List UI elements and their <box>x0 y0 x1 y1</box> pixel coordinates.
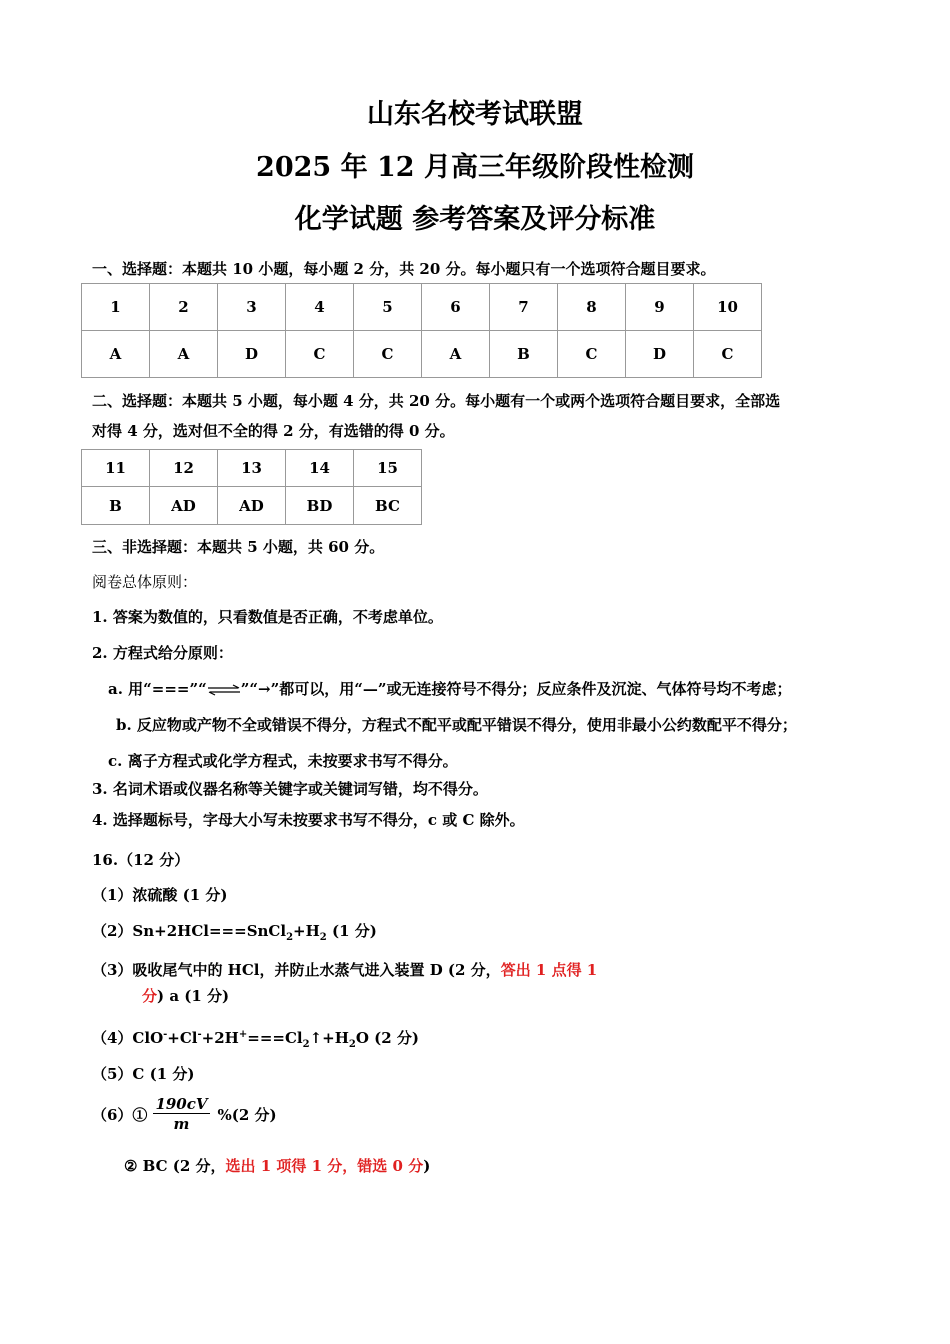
title-league: 山东名校考试联盟 <box>367 99 583 130</box>
q16-title: 16.（12 分） <box>92 851 190 869</box>
a6b-red-note: 选出 1 项得 1 分，错选 0 分 <box>225 1157 424 1175</box>
answer-cell: BD <box>286 487 354 525</box>
a3-text: （3）吸收尾气中的 HCl，并防止水蒸气进入装置 D (2 分， <box>92 961 501 979</box>
section1-heading: 一、选择题：本题共 10 小题，每小题 2 分，共 20 分。每小题只有一个选项符合题目要求。 <box>92 260 716 278</box>
a4-text: +Cl <box>167 1029 198 1047</box>
question-number: 3 <box>218 284 286 331</box>
answer-cell: BC <box>354 487 422 525</box>
section2-heading-line1: 二、选择题：本题共 5 小题，每小题 4 分，共 20 分。每小题有一个或两个选项符合题目要求，全部选 <box>92 392 781 410</box>
a4-sup: - <box>163 1029 168 1040</box>
a6b-text: ② BC (2 分， <box>124 1157 226 1175</box>
principles-title: 阅卷总体原则： <box>92 573 198 591</box>
section2-answer-table <box>81 449 422 525</box>
a6-label: （6）① <box>92 1106 148 1124</box>
rule-2: 2. 方程式给分原则： <box>92 644 233 662</box>
title-subject: 化学试题 参考答案及评分标准 <box>294 204 656 235</box>
question-number: 15 <box>354 450 422 487</box>
equilibrium-arrow-icon <box>207 684 241 696</box>
question-number: 14 <box>286 450 354 487</box>
rule-2a-post: ”“→”都可以，用“—”或无连接符号不得分；反应条件及沉淀、气体符号均不考虑； <box>240 680 792 698</box>
a4-sub: 2 <box>302 1039 310 1050</box>
question-number: 5 <box>354 284 422 331</box>
a2-text: +H <box>293 922 320 940</box>
question-number: 4 <box>286 284 354 331</box>
a2-text: (1 分) <box>326 922 377 940</box>
a4-text: +2H <box>201 1029 239 1047</box>
a3-red-note: 分 <box>142 987 158 1005</box>
rule-1: 1. 答案为数值的，只看数值是否正确，不考虑单位。 <box>92 608 443 626</box>
fraction-numerator: 190cV <box>155 1095 208 1113</box>
a3-red-note: 答出 1 点得 1 <box>500 961 598 979</box>
a2-sub: 2 <box>319 932 327 943</box>
rule-2b: b. 反应物或产物不全或错误不得分，方程式不配平或配平错误不得分，使用非最小公约数配平不得分； <box>116 716 797 734</box>
a6b-text: ) <box>423 1157 431 1175</box>
a4-text: ↑+H <box>309 1029 349 1047</box>
answer-cell: D <box>626 331 694 378</box>
answer-cell: A <box>150 331 218 378</box>
answer-cell: B <box>490 331 558 378</box>
q16-answer-5: （5）C (1 分) <box>92 1065 195 1083</box>
a2-text: （2）Sn+2HCl===SnCl <box>92 922 287 940</box>
question-number: 1 <box>82 284 150 331</box>
answer-cell: C <box>558 331 626 378</box>
question-number: 10 <box>694 284 762 331</box>
answer-cell: C <box>694 331 762 378</box>
q16-answer-1: （1）浓硫酸 (1 分) <box>92 886 228 904</box>
q16-answer-2 <box>92 920 377 943</box>
answer-cell: A <box>422 331 490 378</box>
section1-answer-table <box>81 283 762 378</box>
title-exam: 2025 年 12 月高三年级阶段性检测 <box>256 152 694 183</box>
question-number: 6 <box>422 284 490 331</box>
rule-2a-pre: a. 用“===”“ <box>108 680 207 698</box>
rule-2a <box>108 678 791 699</box>
answer-cell: C <box>286 331 354 378</box>
q16-answer-6 <box>92 1095 277 1134</box>
a4-sub: 2 <box>348 1039 356 1050</box>
a4-sup: - <box>197 1029 202 1040</box>
question-number: 12 <box>150 450 218 487</box>
section3-heading: 三、非选择题：本题共 5 小题，共 60 分。 <box>92 538 385 556</box>
a4-text: （4）ClO <box>92 1029 164 1047</box>
fraction-denominator: m <box>173 1115 190 1133</box>
q16-answer-6b <box>124 1155 430 1176</box>
a3-tail: ) a (1 分) <box>157 987 230 1005</box>
answer-cell: AD <box>218 487 286 525</box>
question-number: 7 <box>490 284 558 331</box>
answer-cell: D <box>218 331 286 378</box>
rule-3: 3. 名词术语或仪器名称等关键字或关键词写错，均不得分。 <box>92 780 488 798</box>
rule-4: 4. 选择题标号，字母大小写未按要求书写不得分，c 或 C 除外。 <box>92 811 525 829</box>
question-number: 8 <box>558 284 626 331</box>
q16-answer-3-cont <box>142 985 229 1006</box>
answer-cell: AD <box>150 487 218 525</box>
a4-text: O (2 分) <box>355 1029 419 1047</box>
answer-cell: C <box>354 331 422 378</box>
question-number: 9 <box>626 284 694 331</box>
fraction <box>153 1095 209 1134</box>
question-number: 2 <box>150 284 218 331</box>
answer-cell: A <box>82 331 150 378</box>
a4-text: ===Cl <box>247 1029 303 1047</box>
section2-heading-line2: 对得 4 分，选对但不全的得 2 分，有选错的得 0 分。 <box>92 422 455 440</box>
rule-2c: c. 离子方程式或化学方程式，未按要求书写不得分。 <box>108 752 458 770</box>
a4-sup: + <box>238 1029 248 1040</box>
answer-cell: B <box>82 487 150 525</box>
a6-unit: %(2 分) <box>217 1106 277 1124</box>
question-number: 11 <box>82 450 150 487</box>
q16-answer-3 <box>92 959 597 980</box>
q16-answer-4 <box>92 1027 419 1050</box>
a2-sub: 2 <box>286 932 294 943</box>
question-number: 13 <box>218 450 286 487</box>
